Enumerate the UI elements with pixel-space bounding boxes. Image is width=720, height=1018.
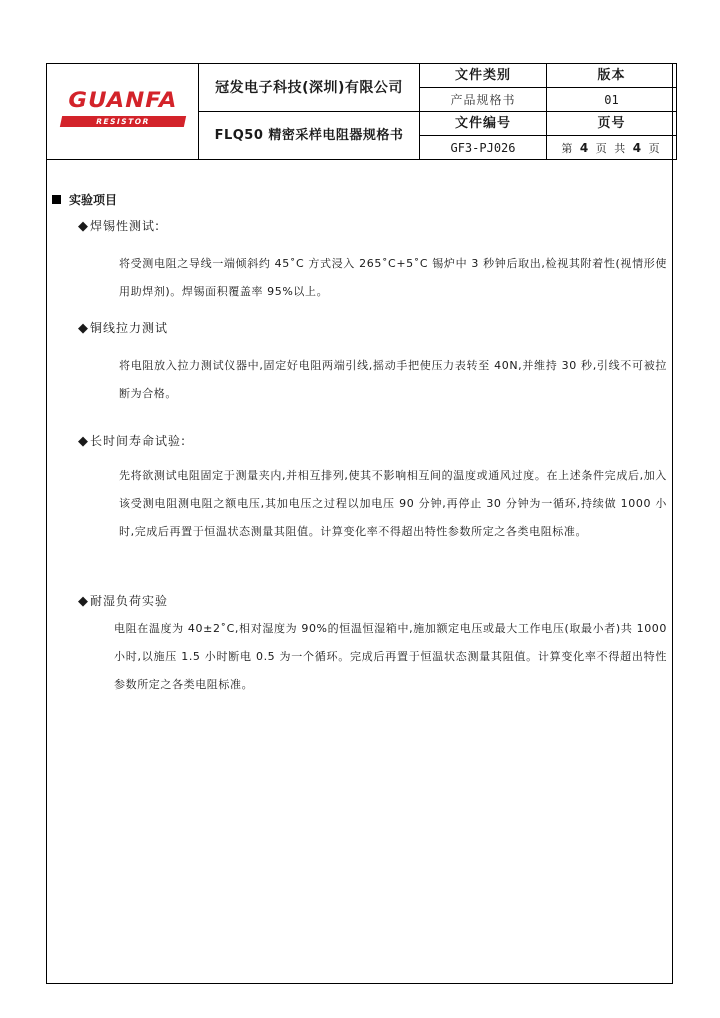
page-label-cell: [547, 112, 677, 136]
doc-type-value: 产品规格书: [450, 92, 516, 107]
company-name: 冠发电子科技(深圳)有限公司: [215, 79, 403, 96]
page-number-cell: [547, 136, 677, 160]
square-bullet-icon: [52, 195, 61, 204]
doc-type-label: 文件类别: [454, 68, 511, 83]
logo-cell: [47, 64, 199, 160]
page-prefix: 第: [561, 141, 575, 155]
page-current: 4: [579, 140, 591, 155]
test-item: [52, 431, 667, 546]
page-suffix: 页: [648, 141, 662, 155]
test-item-heading-text: 耐湿负荷实验: [90, 594, 169, 608]
section-title: [52, 190, 667, 210]
test-item: [52, 318, 667, 408]
version-value-cell: [547, 88, 677, 112]
test-item: [52, 216, 667, 306]
page-number: [561, 142, 661, 155]
test-item-heading-text: 长时间寿命试验:: [90, 434, 187, 448]
doc-title-cell: [199, 112, 420, 160]
test-item-heading-text: 焊锡性测试:: [90, 219, 161, 233]
version-label-cell: [547, 64, 677, 88]
version-label: 版本: [597, 68, 626, 83]
test-item-heading: [78, 216, 667, 236]
test-item-text: 先将欲测试电阻固定于测量夹内,并相互排列,使其不影响相互间的温度或通风过度。在上述条件完成后,加入该受测电阻测电阻之额电压,其加电压之过程以加电压 90 分钟,再停止 30 分钟为一循环,持续做 1000 小时,完成后再置于恒温状态测量其阻值。计算变化率不得超出特性参数所定之各类电阻标准。: [119, 469, 667, 538]
test-item-heading: [78, 318, 667, 338]
logo-wordmark: GUANFA: [67, 87, 178, 112]
page-label: 页号: [597, 116, 626, 131]
doc-no-value-cell: [420, 136, 547, 160]
test-item-text: 电阻在温度为 40±2˚C,相对湿度为 90%的恒温恒湿箱中,施加额定电压或最大工作电压(取最小者)共 1000 小时,以施压 1.5 小时断电 0.5 为一个循环。完成后再置于恒温状态测量其阻值。计算变化率不得超出特性参数所定之各类电阻标准。: [114, 622, 667, 691]
doc-type-value-cell: [420, 88, 547, 112]
page-total: 4: [632, 140, 644, 155]
section-title-text: 实验项目: [69, 193, 118, 207]
diamond-bullet-icon: ◆: [78, 434, 89, 449]
company-name-cell: [199, 64, 420, 112]
diamond-bullet-icon: ◆: [78, 219, 89, 234]
test-item-heading-text: 铜线拉力测试: [90, 321, 169, 335]
doc-no-label: 文件编号: [454, 116, 511, 131]
test-item-heading: [78, 431, 667, 451]
version-value: 01: [604, 92, 619, 107]
doc-no-value: GF3-PJ026: [450, 140, 516, 155]
doc-no-label-cell: [420, 112, 547, 136]
document-header: [46, 63, 677, 160]
test-item: [52, 591, 667, 699]
test-item-text: 将电阻放入拉力测试仪器中,固定好电阻两端引线,摇动手把使压力表转至 40N,并维持 30 秒,引线不可被拉断为合格。: [119, 359, 667, 400]
document-body: [52, 190, 667, 691]
test-item-heading: [78, 591, 667, 611]
doc-type-label-cell: [420, 64, 547, 88]
page-mid: 页 共: [595, 141, 628, 155]
diamond-bullet-icon: ◆: [78, 594, 89, 609]
logo-subtext: RESISTOR: [59, 116, 185, 127]
company-logo: [58, 87, 188, 134]
test-item-text: 将受测电阻之导线一端倾斜约 45˚C 方式浸入 265˚C+5˚C 锡炉中 3 秒钟后取出,检视其附着性(视情形使用助焊剂)。焊锡面积覆盖率 95%以上。: [119, 257, 667, 298]
diamond-bullet-icon: ◆: [78, 321, 89, 336]
doc-title: FLQ50 精密采样电阻器规格书: [214, 128, 404, 143]
